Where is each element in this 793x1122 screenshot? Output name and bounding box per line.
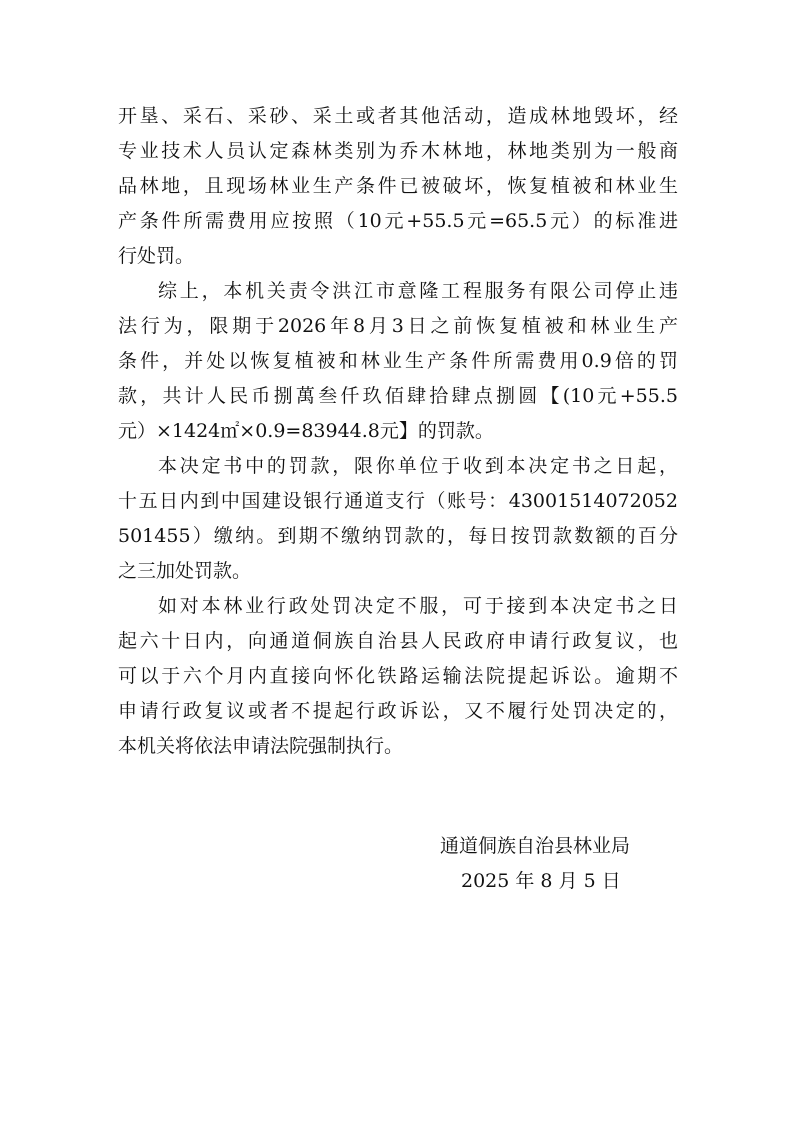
paragraph-3-line-1: 本决定书中的罚款，限你单位于收到本决定书之日起， [158, 455, 678, 477]
paragraph-2-line-2: 法行为，限期于2026年8月3日之前恢复植被和林业生产 [118, 315, 678, 337]
paragraph-1-line-3: 品林地，且现场林业生产条件已被破坏，恢复植被和林业生 [118, 175, 678, 197]
paragraph-4-line-3: 可以于六个月内直接向怀化铁路运输法院提起诉讼。逾期不 [118, 665, 678, 687]
paragraph-1-line-1: 开垦、采石、采砂、采土或者其他活动，造成林地毁坏，经 [118, 105, 678, 127]
paragraph-2-line-4: 款，共计人民币捌萬叁仟玖佰肆拾肆点捌圆【(10元+55.5 [118, 385, 678, 407]
paragraph-4-line-4: 申请行政复议或者不提起行政诉讼，又不履行处罚决定的， [118, 700, 678, 722]
paragraph-2-line-1: 综上，本机关责令洪江市意隆工程服务有限公司停止违 [158, 280, 678, 302]
paragraph-1-line-5: 行处罚。 [118, 245, 195, 267]
paragraph-1-line-2: 专业技术人员认定森林类别为乔木林地，林地类别为一般商 [118, 140, 678, 162]
paragraph-2-line-3: 条件，并处以恢复植被和林业生产条件所需费用0.9倍的罚 [118, 350, 678, 372]
signature-date: 2025 年 8 月 5 日 [461, 870, 621, 892]
paragraph-3-line-2: 十五日内到中国建设银行通道支行（账号：43001514072052 [118, 490, 678, 512]
paragraph-4-line-1: 如对本林业行政处罚决定不服，可于接到本决定书之日 [158, 595, 678, 617]
signature-authority: 通道侗族自治县林业局 [440, 835, 631, 857]
paragraph-4-line-5: 本机关将依法申请法院强制执行。 [118, 735, 404, 757]
paragraph-1-line-4: 产条件所需费用应按照（10元+55.5元=65.5元）的标准进 [118, 210, 678, 232]
paragraph-3-line-3: 501455）缴纳。到期不缴纳罚款的，每日按罚款数额的百分 [118, 525, 678, 547]
paragraph-2-line-5: 元）×1424㎡×0.9=83944.8元】的罚款。 [118, 420, 494, 442]
paragraph-4-line-2: 起六十日内，向通道侗族自治县人民政府申请行政复议，也 [118, 630, 678, 652]
paragraph-3-line-4: 之三加处罚款。 [118, 560, 252, 582]
